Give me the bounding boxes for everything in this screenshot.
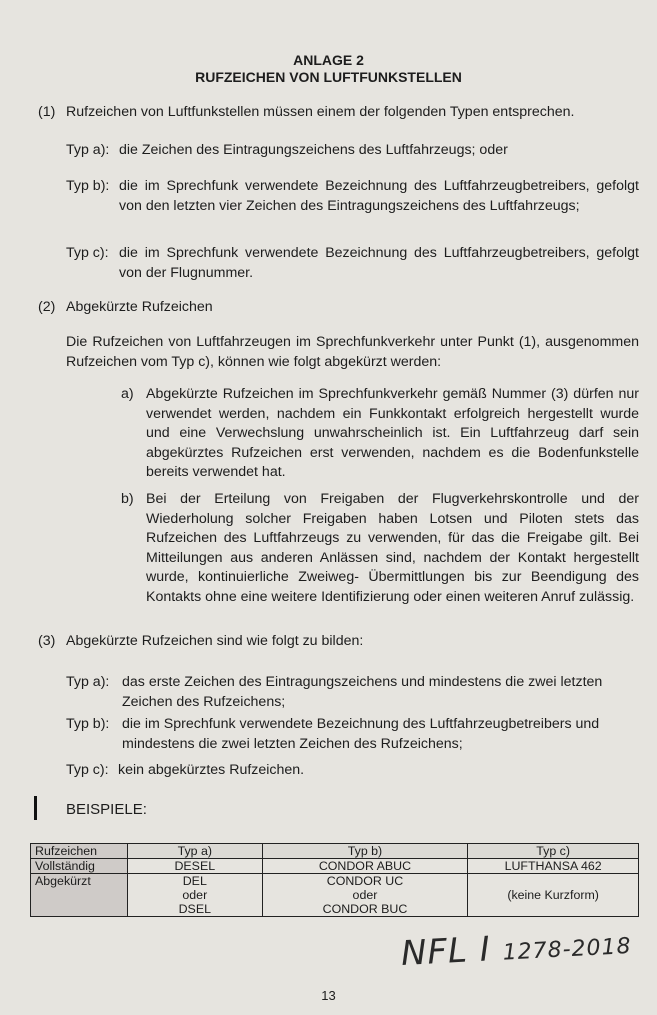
section-1-type-c-label: Typ c):	[66, 245, 109, 261]
examples-table	[30, 843, 639, 917]
handwritten-note	[400, 922, 632, 974]
examples-heading: BEISPIELE:	[66, 801, 147, 818]
cell-full-typ-a: DESEL	[127, 859, 262, 874]
cell-short-typ-a-line-3: DSEL	[178, 902, 211, 916]
change-bar	[34, 796, 37, 820]
section-3-type-a-text: das erste Zeichen des Eintragungszeichens und mindestens die zwei letzten Zeichen des Rufzeichens;	[122, 674, 603, 710]
cell-short-typ-a-line-2: oder	[182, 888, 208, 902]
section-1-type-a-label: Typ a):	[66, 142, 110, 158]
section-2-item-b-label: b)	[121, 491, 134, 507]
cell-full-typ-b: CONDOR ABUC	[262, 859, 468, 874]
section-3-type-b-label: Typ b):	[66, 716, 110, 732]
section-3-type-b-text: die im Sprechfunk verwendete Bezeichnung des Luftfahrzeugbetreibers und mindestens die zwei letzten Zeichen des Rufzeichens;	[122, 716, 600, 752]
handwritten-note-number: 1278-2018	[502, 933, 633, 966]
row-label-abgekuerzt: Abgekürzt	[31, 874, 128, 917]
cell-short-typ-a-line-1: DEL	[182, 874, 207, 888]
page-number: 13	[321, 988, 336, 1003]
cell-short-typ-a	[127, 874, 262, 917]
section-3-number: (3)	[38, 633, 56, 649]
section-1-number: (1)	[38, 104, 56, 120]
section-3-type-c-label: Typ c):	[66, 762, 109, 778]
section-2-item-a-label: a)	[121, 386, 134, 402]
table-header-row	[31, 844, 639, 859]
table-row	[31, 874, 639, 917]
row-label-vollstaendig: Vollständig	[31, 859, 128, 874]
section-1-type-b-label: Typ b):	[66, 178, 110, 194]
section-2-heading: Abgekürzte Rufzeichen	[66, 299, 213, 315]
section-2-number: (2)	[38, 299, 56, 315]
section-1-type-b-text: die im Sprechfunk verwendete Bezeichnung des Luftfahrzeugbetreibers, gefolgt von den letzten vier Zeichen des Eintragungszeichens des Luftfahrzeugs;	[119, 178, 639, 214]
section-3-text: Abgekürzte Rufzeichen sind wie folgt zu bilden:	[66, 633, 364, 649]
section-1-text: Rufzeichen von Luftfunkstellen müssen einem der folgenden Typen entsprechen.	[66, 104, 575, 120]
table-row	[31, 859, 639, 874]
handwritten-note-main: NFL I	[400, 929, 492, 974]
section-2-item-a-text: Abgekürzte Rufzeichen im Sprechfunkverkehr gemäß Nummer (3) dürfen nur verwendet werden, nachdem ein Funkkontakt erfolgreich hergestellt wurde und eine Verwechslung unwahrscheinlich ist. Ein Luftfahrzeug darf sein abgekürztes Rufzeichen erst verwenden, nachdem es die Bodenfunkstelle bereits verwendet hat.	[146, 386, 639, 480]
cell-short-typ-b	[262, 874, 468, 917]
section-3-type-c-text: kein abgekürztes Rufzeichen.	[118, 762, 305, 778]
table-header-rufzeichen: Rufzeichen	[31, 844, 128, 859]
section-2-intro: Die Rufzeichen von Luftfahrzeugen im Sprechfunkverkehr unter Punkt (1), ausgenommen Rufzeichen vom Typ c), können wie folgt abgekürzt werden:	[66, 334, 639, 370]
cell-short-typ-b-line-2: oder	[352, 888, 378, 902]
table-header-typ-b: Typ b)	[262, 844, 468, 859]
cell-full-typ-c: LUFTHANSA 462	[468, 859, 639, 874]
cell-short-typ-c: (keine Kurzform)	[468, 874, 639, 917]
table-header-typ-c: Typ c)	[468, 844, 639, 859]
section-1-type-a-text: die Zeichen des Eintragungszeichens des Luftfahrzeugs; oder	[119, 142, 508, 158]
table-header-typ-a: Typ a)	[127, 844, 262, 859]
section-2-item-b-text: Bei der Erteilung von Freigaben der Flugverkehrskontrolle und der Wiederholung solcher Freigaben haben Lotsen und Piloten stets das Rufzeichen des Luftfahrzeugs zu verwenden, für das die Freigabe gilt. Bei Mitteilungen aus anderen Anlässen sind, nachdem der Kontakt hergestellt wurde, kontinuierliche Zweiweg- Übermittlungen bis zur Beendigung des Kontakts ohne eine weitere Identifizierung oder einen weiteren Anruf zulässig.	[146, 491, 639, 605]
cell-short-typ-b-line-1: CONDOR UC	[326, 874, 404, 888]
page-subtitle: RUFZEICHEN VON LUFTFUNKSTELLEN	[195, 69, 462, 85]
section-1-type-c-text: die im Sprechfunk verwendete Bezeichnung des Luftfahrzeugbetreibers, gefolgt von der Flugnummer.	[119, 245, 639, 281]
page-title: ANLAGE 2	[293, 52, 364, 68]
section-3-type-a-label: Typ a):	[66, 674, 110, 690]
cell-short-typ-b-line-3: CONDOR BUC	[322, 902, 408, 916]
